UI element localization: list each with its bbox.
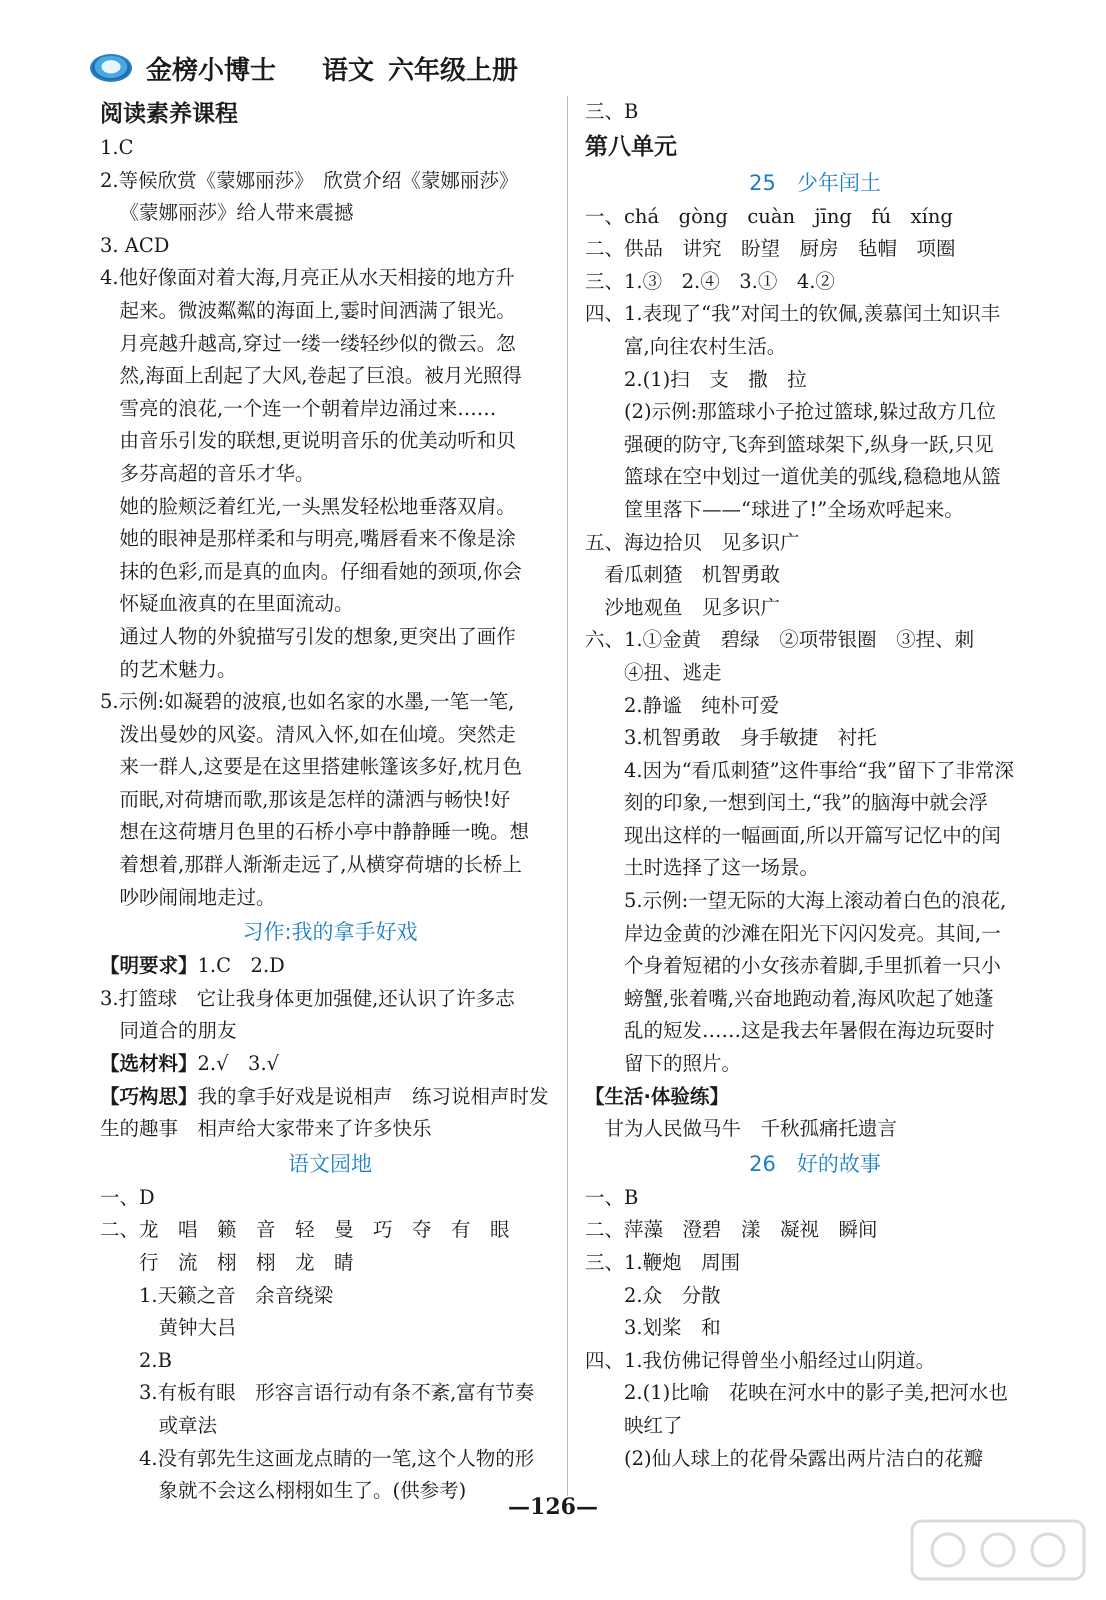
brand-logo-icon — [90, 54, 132, 82]
bracket-answer-line — [100, 1081, 560, 1114]
answer-line: 沙地观鱼 见多识广 — [604, 595, 781, 619]
section-heading: 第八单元 — [585, 133, 677, 160]
answer-line: 2.等候欣赏《蒙娜丽莎》 欣赏介绍《蒙娜丽莎》 — [100, 168, 519, 192]
bracket-label: 【选材料】 — [100, 1052, 198, 1076]
answer-line: 五、海边拾贝 见多识广 — [585, 530, 800, 554]
lesson-title: 26 好的故事 — [749, 1151, 881, 1176]
bracket-label: 【明要求】 — [100, 954, 198, 978]
answer-line: 映红了 — [624, 1413, 683, 1437]
answer-line: 甘为人民做马牛 千秋孤痛托遗言 — [604, 1117, 898, 1141]
subject-label: 语文 — [322, 55, 375, 86]
page-number: —126— — [508, 1494, 598, 1520]
answer-line: 4.没有郭先生这画龙点睛的一笔,这个人物的形 — [139, 1446, 535, 1470]
answer-line: 2.B — [139, 1348, 172, 1372]
answer-line: 或章法 — [158, 1413, 218, 1437]
answer-text: 我的拿手好戏是说相声 练习说相声时发 — [197, 1084, 549, 1108]
answer-line: 泼出曼妙的风姿。清风入怀,如在仙境。突然走 — [119, 722, 516, 746]
bracket-answer-line — [100, 950, 560, 983]
answer-line: 同道合的朋友 — [119, 1019, 237, 1043]
answer-line: 行 流 栩 栩 龙 睛 — [119, 1251, 354, 1274]
answer-line: 乱的短发……这是我去年暑假在海边玩耍时 — [624, 1019, 995, 1043]
answer-line: 筐里落下——“球进了!”全场欢呼起来。 — [624, 497, 964, 521]
answer-line: 三、1.鞭炮 周围 — [585, 1251, 741, 1274]
bracket-label: 【巧构思】 — [100, 1084, 198, 1108]
answer-line: 而眠,对荷塘而歌,那该是怎样的潇洒与畅快!好 — [119, 787, 511, 811]
answer-line: 4.因为“看瓜刺猹”这件事给“我”留下了非常深 — [604, 758, 1014, 782]
answer-text: 1.C 2.D — [197, 954, 285, 978]
answer-line: 看瓜刺猹 机智勇敢 — [604, 563, 781, 587]
page-header — [90, 48, 518, 88]
answer-line: 来一群人,这要是在这里搭建帐篷该多好,枕月色 — [119, 755, 522, 779]
answer-line: 着想着,那群人渐渐走远了,从横穿荷塘的长桥上 — [119, 853, 522, 877]
answer-line: 由音乐引发的联想,更说明音乐的优美动听和贝 — [119, 429, 516, 453]
answer-line: 月亮越升越高,穿过一缕一缕轻纱似的微云。忽 — [119, 331, 516, 355]
answer-line: 5.示例:一望无际的大海上滚动着白色的浪花, — [604, 889, 1007, 913]
answer-line: 生的趣事 相声给大家带来了许多快乐 — [100, 1117, 432, 1141]
answer-line: 螃蟹,张着嘴,兴奋地跑动着,海风吹起了她蓬 — [624, 986, 994, 1010]
grade-label: 六年级上册 — [388, 55, 519, 86]
answer-line: 3. ACD — [100, 233, 170, 257]
answer-line: 通过人物的外貌描写引发的想象,更突出了画作 — [119, 624, 516, 648]
answer-line: 个身着短裙的小女孩赤着脚,手里抓着一只小 — [624, 954, 1001, 978]
answer-line: 一、chá gòng cuàn jīng fú xíng — [585, 204, 953, 228]
answer-line: 怀疑血液真的在里面流动。 — [119, 592, 354, 616]
answer-line: 抹的色彩,而是真的血肉。仔细看她的颈项,你会 — [119, 559, 522, 583]
answer-line: 她的脸颊泛着红光,一头黑发轻松地垂落双肩。 — [119, 494, 516, 518]
answer-line: 六、1.①金黄 碧绿 ②项带银圈 ③捏、刺 — [585, 628, 975, 652]
answer-line: 篮球在空中划过一道优美的弧线,稳稳地从篮 — [624, 465, 1001, 489]
answer-line: 三、B — [585, 100, 639, 123]
lesson-title: 25 少年闰土 — [749, 170, 881, 195]
answer-line: 刻的印象,一想到闰土,“我”的脑海中就会浮 — [624, 791, 988, 815]
answer-line: 四、1.表现了“我”对闰土的钦佩,羡慕闰土知识丰 — [585, 302, 1001, 326]
answer-line: 三、1.③ 2.④ 3.① 4.② — [585, 269, 835, 293]
answer-line: 一、B — [585, 1185, 639, 1209]
bracket-answer-line — [100, 1048, 560, 1081]
answer-line: 现出这样的一幅画面,所以开篇写记忆中的闰 — [624, 823, 1001, 847]
answer-text: 2.√ 3.√ — [197, 1052, 280, 1076]
answer-line: 四、1.我仿佛记得曾坐小船经过山阴道。 — [585, 1348, 936, 1372]
answer-line: 强硬的防守,飞奔到篮球架下,纵身一跃,只见 — [624, 432, 994, 456]
answer-line: 一、D — [100, 1185, 155, 1209]
answer-line: 2.(1)扫 支 撒 拉 — [604, 367, 807, 391]
answer-line: 2.静谧 纯朴可爱 — [604, 693, 780, 717]
answer-line: 2.众 分散 — [604, 1283, 721, 1307]
answer-line: 4.他好像面对着大海,月亮正从水天相接的地方升 — [100, 266, 515, 290]
answer-line: 雪亮的浪花,一个连一个朝着岸边涌过来…… — [119, 396, 497, 420]
column-divider — [567, 96, 568, 1496]
answer-line: 二、龙 唱 籁 音 轻 曼 巧 夺 有 眼 — [100, 1218, 510, 1242]
answer-line: 象就不会这么栩栩如生了。(供参考) — [158, 1479, 467, 1503]
answer-line: 3.打篮球 它让我身体更加强健,还认识了许多志 — [100, 986, 515, 1010]
answer-line: 吵吵闹闹地走过。 — [119, 885, 276, 909]
answer-line: 岸边金黄的沙滩在阳光下闪闪发亮。其间,一 — [624, 921, 1001, 945]
answer-line: 5.示例:如凝碧的波痕,也如名家的水墨,一笔一笔, — [100, 690, 515, 714]
answer-line: 起来。微波粼粼的海面上,霎时间洒满了银光。 — [119, 298, 516, 322]
bracket-answer-line — [585, 1081, 1045, 1114]
answer-line: 留下的照片。 — [624, 1052, 742, 1076]
answer-line: 多芬高超的音乐才华。 — [119, 461, 315, 485]
answer-line: 的艺术魅力。 — [119, 657, 237, 681]
answer-line: 1.C — [100, 136, 134, 159]
answer-line: 1.天籁之音 余音绕梁 — [139, 1283, 334, 1307]
lesson-title: 习作:我的拿手好戏 — [242, 920, 418, 945]
answer-line: 《蒙娜丽莎》给人带来震撼 — [119, 201, 354, 225]
answer-line: 然,海面上刮起了大风,卷起了巨浪。被月光照得 — [119, 364, 522, 388]
right-column — [585, 96, 1045, 1475]
answer-line: 她的眼神是那样柔和与明亮,嘴唇看来不像是涂 — [119, 527, 516, 551]
answer-line: 3.机智勇敢 身手敏捷 衬托 — [604, 726, 877, 750]
answer-line: 3.划桨 和 — [604, 1316, 721, 1340]
bracket-label: 【生活·体验练】 — [585, 1084, 729, 1108]
brand-name: 金榜小博士 — [146, 55, 277, 86]
answer-line: 3.有板有眼 形容言语行动有条不紊,富有节奏 — [139, 1381, 535, 1405]
left-column — [100, 96, 560, 1508]
answer-line: 二、萍藻 澄碧 漾 凝视 瞬间 — [585, 1218, 878, 1242]
answer-line: ④扭、逃走 — [624, 660, 722, 684]
answer-line: (2)示例:那篮球小子抢过篮球,躲过敌方几位 — [624, 400, 996, 424]
answer-line: (2)仙人球上的花骨朵露出两片洁白的花瓣 — [624, 1446, 984, 1470]
watermark-logo-icon — [908, 1515, 1088, 1585]
answer-line: 富,向往农村生活。 — [624, 334, 787, 358]
answer-line: 想在这荷塘月色里的石桥小亭中静静睡一晚。想 — [119, 820, 530, 844]
answer-line: 2.(1)比喻 花映在河水中的影子美,把河水也 — [604, 1381, 1008, 1405]
section-heading: 阅读素养课程 — [100, 101, 238, 127]
answer-line: 黄钟大吕 — [158, 1316, 237, 1340]
answer-line: 二、供品 讲究 盼望 厨房 毡帽 项圈 — [585, 237, 956, 261]
answer-line: 土时选择了这一场景。 — [624, 856, 820, 880]
lesson-title: 语文园地 — [288, 1151, 372, 1176]
